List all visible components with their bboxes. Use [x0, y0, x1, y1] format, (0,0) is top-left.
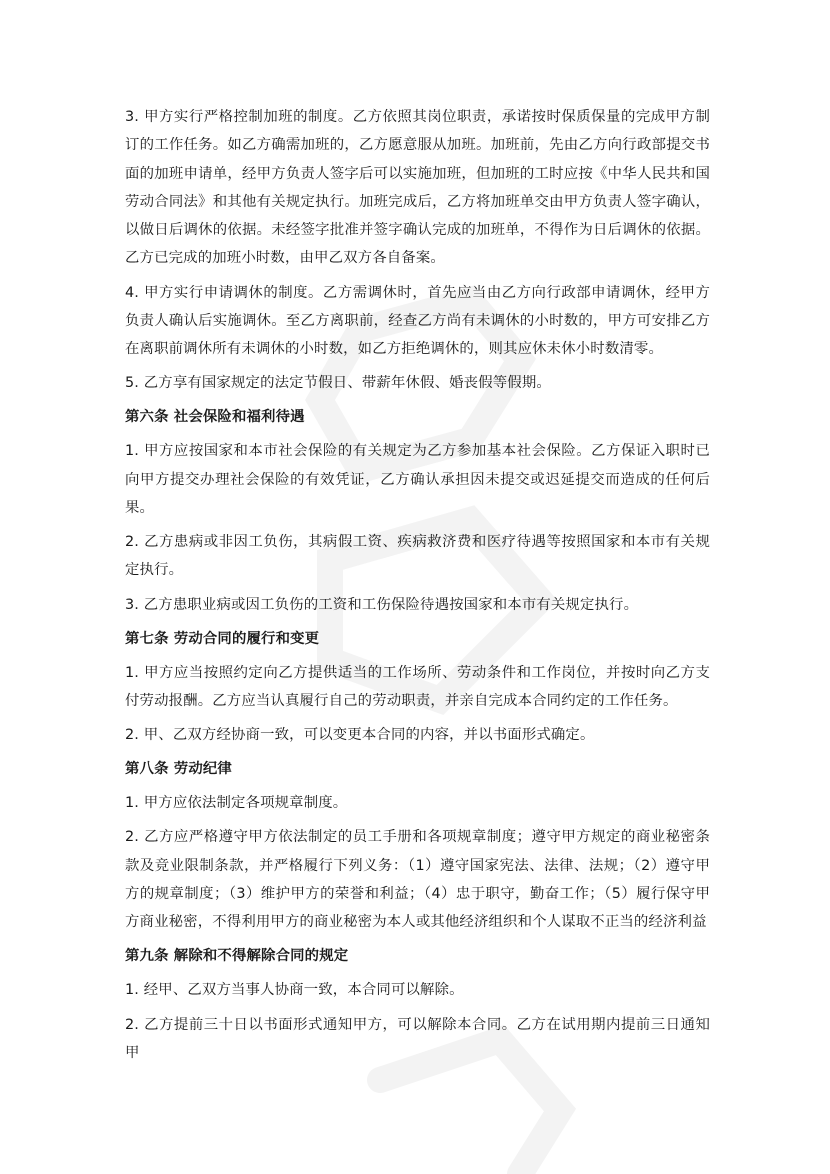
paragraph-discipline-obligations: 2. 乙方应严格遵守甲方依法制定的员工手册和各项规章制度；遵守甲方规定的商业秘密条款及竞业限制条款，并严格履行下列义务：（1）遵守国家宪法、法律、法规；（2）遵守甲方的规章制度；（3）维护甲方的荣誉和利益；（4）忠于职守，勤奋工作；（5）履行保守甲方商业秘密，不得利用甲方的商业秘密为本人或其他经济组织和个人谋取不正当的经济利益	[125, 829, 710, 931]
paragraph-contract-performance: 1. 甲方应当按照约定向乙方提供适当的工作场所、劳动条件和工作岗位，并按时向乙方支付劳动报酬。乙方应当认真履行自己的劳动职责，并亲自完成本合同约定的工作任务。	[125, 664, 710, 710]
section-heading-article-6: 第六条 社会保险和福利待遇	[125, 409, 305, 426]
paragraph-holidays: 5. 乙方享有国家规定的法定节假日、带薪年休假、婚丧假等假期。	[125, 375, 551, 392]
paragraph-leave-request: 4. 甲方实行申请调休的制度。乙方需调休时，首先应当由乙方向行政部申请调休，经甲方负责人确认后实施调休。至乙方离职前，经查乙方尚有未调休的小时数的，甲方可安排乙方在离职前调休所有未调休的小时数，如乙方拒绝调休的，则其应休未休小时数清零。	[125, 284, 710, 358]
section-heading-article-9: 第九条 解除和不得解除合同的规定	[125, 948, 349, 965]
paragraph-social-insurance: 1. 甲方应按国家和本市社会保险的有关规定为乙方参加基本社会保险。乙方保证入职时已向甲方提交办理社会保险的有效凭证，乙方确认承担因未提交或迟延提交而造成的任何后果。	[125, 443, 710, 517]
paragraph-work-injury: 3. 乙方患职业病或因工负伤的工资和工伤保险待遇按国家和本市有关规定执行。	[125, 596, 639, 613]
section-heading-article-8: 第八条 劳动纪律	[125, 761, 232, 778]
paragraph-sick-leave: 2. 乙方患病或非因工负伤，其病假工资、疾病救济费和医疗待遇等按照国家和本市有关规定执行。	[125, 534, 710, 579]
document-body	[125, 103, 710, 1073]
section-heading-article-7: 第七条 劳动合同的履行和变更	[125, 630, 320, 647]
paragraph-overtime: 3. 甲方实行严格控制加班的制度。乙方依照其岗位职责，承诺按时保质保量的完成甲方制订的工作任务。如乙方确需加班的，乙方愿意服从加班。加班前，先由乙方向行政部提交书面的加班申请单，经甲方负责人签字后可以实施加班，但加班的工时应按《中华人民共和国劳动合同法》和其他有关规定执行。加班完成后，乙方将加班单交由甲方负责人签字确认，以做日后调休的依据。未经签字批准并签字确认完成的加班单，不得作为日后调休的依据。乙方已完成的加班小时数，由甲乙双方各自备案。	[125, 109, 710, 267]
paragraph-notice-termination: 2. 乙方提前三十日以书面形式通知甲方，可以解除本合同。乙方在试用期内提前三日通知甲	[125, 1016, 710, 1061]
paragraph-contract-change: 2. 甲、乙双方经协商一致，可以变更本合同的内容，并以书面形式确定。	[125, 727, 595, 744]
paragraph-rules: 1. 甲方应依法制定各项规章制度。	[125, 795, 348, 812]
paragraph-mutual-termination: 1. 经甲、乙双方当事人协商一致，本合同可以解除。	[125, 982, 464, 999]
